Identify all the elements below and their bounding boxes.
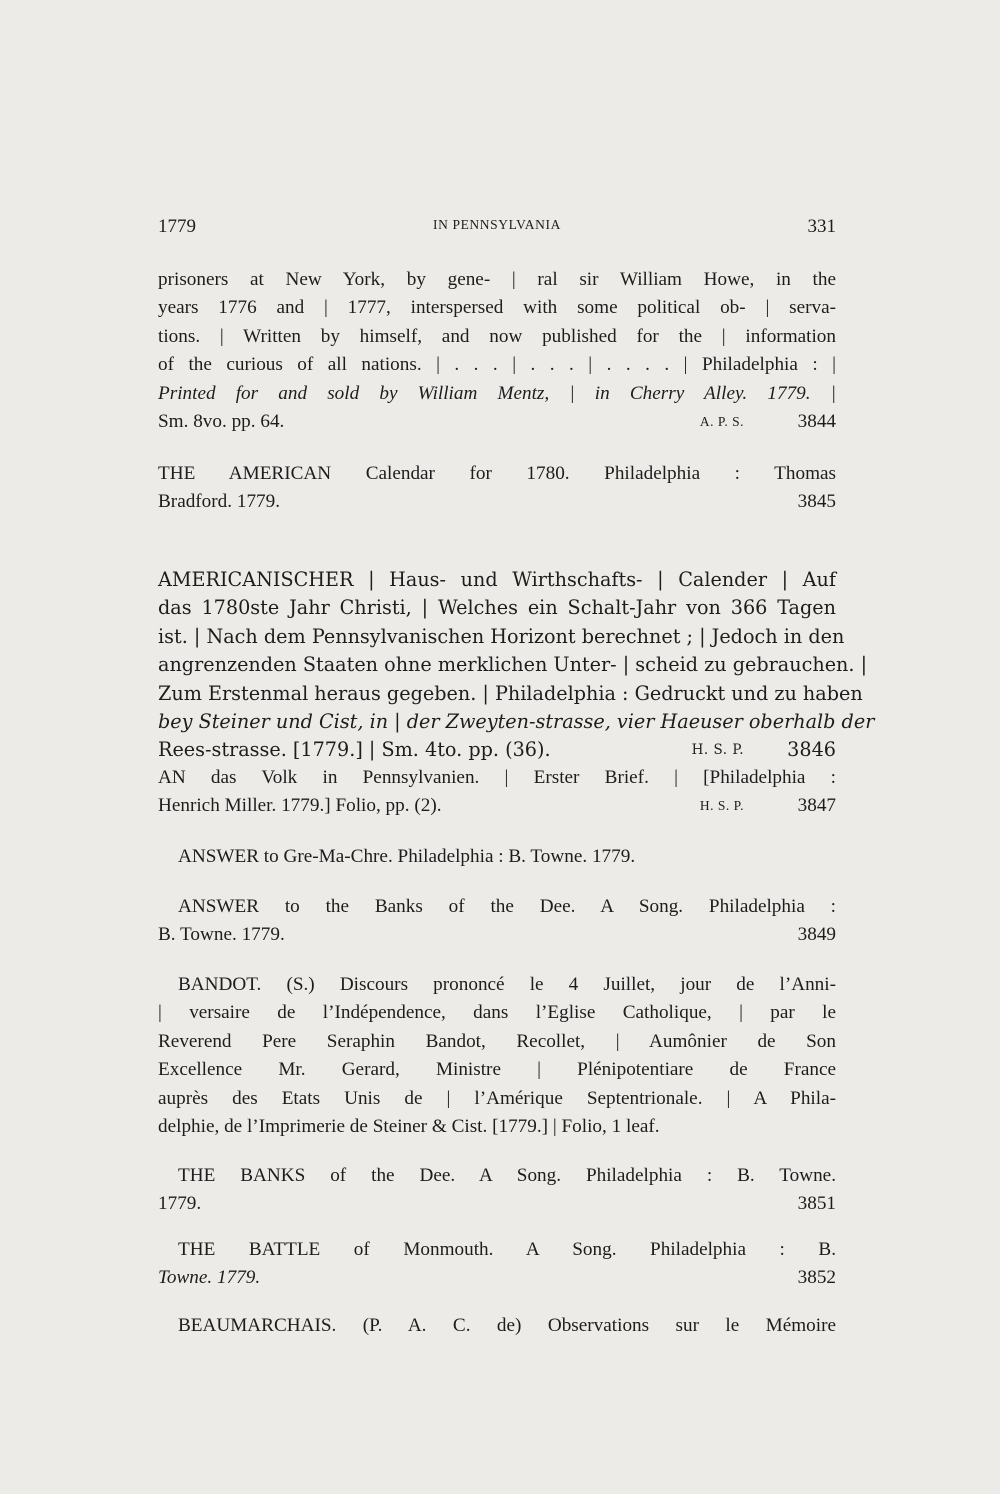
entry-line: | versaire de l’Indépendence, dans l’Eglise Catholique, | par le — [158, 1002, 836, 1024]
entry-3846 — [158, 566, 875, 765]
entry-number: 3851 — [797, 1193, 836, 1215]
entry-text: B. Towne. 1779. — [158, 924, 285, 946]
entry-line: BANDOT. (S.) Discours prononcé le 4 Juillet, jour de l’Anni- — [178, 974, 836, 995]
entry-line: of the curious of all nations. | . . . | . . . | . . . . | Philadelphia : | — [158, 354, 836, 376]
entry-line: delphie, de l’Imprimerie de Steiner & Cist. [1779.] | Folio, 1 leaf. — [158, 1116, 660, 1138]
entry-line: AN das Volk in Pennsylvanien. | Erster Brief. | [Philadelphia : — [158, 767, 836, 788]
entry-line: Printed for and sold by William Mentz, | in Cherry Alley. 1779. | — [158, 382, 836, 404]
entry-line: Excellence Mr. Gerard, Ministre | Plénipotentiare de France — [158, 1059, 836, 1081]
entry-3853 — [158, 1312, 836, 1340]
entry-3847 — [158, 764, 836, 821]
entry-number: 3852 — [797, 1267, 836, 1289]
entry-3845 — [158, 460, 836, 517]
entry-line: ANSWER to the Banks of the Dee. A Song. Philadelphia : — [178, 896, 836, 917]
entry-3848 — [158, 843, 836, 871]
entry-line: ist. | Nach dem Pennsylvanischen Horizont berechnet ; | Jedoch in den — [158, 624, 845, 648]
entry-text: Bradford. 1779. — [158, 491, 281, 513]
library-code: A. P. S. — [699, 414, 744, 430]
entry-line — [158, 921, 836, 949]
entry-3851 — [158, 1162, 836, 1219]
entry-number: 3847 — [797, 795, 836, 817]
entry-line: THE BATTLE of Monmouth. A Song. Philadelphia : B. — [178, 1239, 836, 1260]
entry-number: 3849 — [797, 924, 836, 946]
page-number: 331 — [807, 216, 836, 237]
entry-text: Henrich Miller. 1779.] Folio, pp. (2). — [158, 795, 442, 817]
entry-line: years 1776 and | 1777, interspersed with some political ob- | serva- — [158, 297, 836, 319]
entry-line: prisoners at New York, by gene- | ral sir William Howe, in the — [158, 269, 836, 290]
entry-3844 — [158, 266, 836, 436]
entry-number: 3846 — [787, 738, 836, 762]
entry-text: 1779. — [158, 1193, 202, 1215]
entry-line: auprès des Etats Unis de | l’Amérique Septentrionale. | A Phila- — [158, 1087, 836, 1109]
library-code: H. S. P. — [691, 742, 744, 759]
entry-line — [158, 1264, 836, 1292]
entry-number: 3845 — [797, 491, 836, 513]
entry-line: BEAUMARCHAIS. (P. A. C. de) Observations sur le Mémoire — [178, 1315, 836, 1336]
entry-text: Towne. 1779. — [158, 1267, 261, 1289]
entry-line: bey Steiner und Cist, in | der Zweyten-strasse, vier Haeuser oberhalb der — [158, 710, 875, 734]
entry-line — [158, 1190, 836, 1218]
entry-text: Rees-strasse. [1779.] | Sm. 4to. pp. (36). — [158, 738, 551, 762]
entry-line — [158, 792, 836, 820]
entry-line: THE AMERICAN Calendar for 1780. Philadelphia : Thomas — [158, 463, 836, 484]
entry-3850 — [158, 971, 836, 1141]
page-header — [158, 216, 836, 246]
entry-line: ANSWER to Gre-Ma-Chre. Philadelphia : B. Towne. 1779. — [178, 846, 636, 867]
entry-3849 — [158, 893, 836, 950]
entry-line: tions. | Written by himself, and now published for the | information — [158, 325, 836, 347]
entry-line: angrenzenden Staaten ohne merklichen Unter- | scheid zu gebrauchen. | — [158, 653, 868, 677]
entry-line: AMERICANISCHER | Haus- und Wirthschafts- | Calender | Auf — [158, 568, 836, 591]
entry-line: Reverend Pere Seraphin Bandot, Recollet, | Aumônier de Son — [158, 1030, 836, 1052]
running-head: IN PENNSYLVANIA — [433, 217, 561, 232]
entry-line — [158, 488, 836, 516]
entry-line — [158, 736, 836, 764]
entry-line: Zum Erstenmal heraus gegeben. | Philadelphia : Gedruckt und zu haben — [158, 681, 863, 705]
entry-3852 — [158, 1236, 836, 1293]
entry-line: das 1780ste Jahr Christi, | Welches ein Schalt-Jahr von 366 Tagen — [158, 596, 836, 620]
header-year: 1779 — [158, 216, 196, 237]
entry-line: THE BANKS of the Dee. A Song. Philadelphia : B. Towne. — [178, 1165, 836, 1186]
entry-text: Sm. 8vo. pp. 64. — [158, 411, 285, 433]
library-code: H. S. P. — [699, 798, 744, 814]
entry-line — [158, 408, 836, 436]
entry-number: 3844 — [797, 411, 836, 433]
